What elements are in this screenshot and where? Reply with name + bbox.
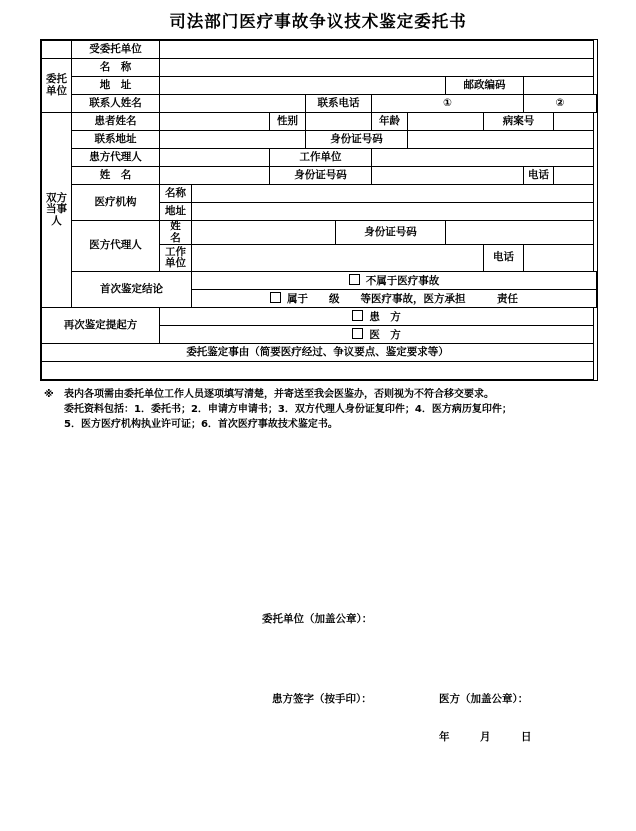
input-patient-agent-phone[interactable] bbox=[554, 167, 594, 185]
footer-notes bbox=[44, 387, 598, 432]
input-patient-id[interactable] bbox=[408, 131, 594, 149]
table-row bbox=[42, 272, 597, 290]
option-reapply-medical[interactable]: 医 方 bbox=[160, 326, 594, 344]
page-title: 司法部门医疗事故争议技术鉴定委托书 bbox=[169, 12, 467, 31]
label-medical-agent-work: 工作单位 bbox=[160, 245, 192, 272]
label-contact-phone: 联系电话 bbox=[306, 95, 372, 113]
label-medical-agent-phone: 电话 bbox=[484, 245, 524, 272]
table-row bbox=[42, 113, 597, 131]
table-row bbox=[42, 131, 597, 149]
checkbox-icon[interactable] bbox=[352, 310, 363, 321]
table-row bbox=[42, 59, 597, 77]
label-reason-header: 委托鉴定事由（简要医疗经过、争议要点、鉴定要求等） bbox=[42, 344, 594, 362]
label-patient-gender: 性别 bbox=[270, 113, 306, 131]
input-patient-agent[interactable] bbox=[160, 149, 270, 167]
input-contact-phone-1[interactable]: ① bbox=[372, 95, 524, 113]
input-patient-agent-name[interactable] bbox=[160, 167, 270, 185]
label-medical-org: 医疗机构 bbox=[72, 185, 160, 221]
input-medical-agent-work[interactable] bbox=[192, 245, 484, 272]
option-is-malpractice[interactable]: 属于 级 等医疗事故，医方承担 责任 bbox=[192, 290, 597, 308]
side-label-parties: 双方当事人 bbox=[42, 113, 72, 308]
input-medical-agent-name[interactable] bbox=[192, 221, 336, 245]
checkbox-icon[interactable] bbox=[270, 292, 281, 303]
input-patient-agent-work[interactable] bbox=[372, 149, 594, 167]
signature-entrust-unit: 委托单位（加盖公章）： bbox=[262, 613, 373, 626]
label-patient-agent-id: 身份证号码 bbox=[270, 167, 372, 185]
table-row bbox=[42, 221, 597, 245]
input-unit-name[interactable] bbox=[160, 59, 594, 77]
input-patient-address[interactable] bbox=[160, 131, 306, 149]
table-row bbox=[42, 185, 597, 203]
label-medical-org-name: 名称 bbox=[160, 185, 192, 203]
label-patient-agent: 患方代理人 bbox=[72, 149, 160, 167]
signature-patient: 患方签字（按手印）： bbox=[272, 693, 372, 706]
label-patient-age: 年龄 bbox=[372, 113, 408, 131]
footer-line-2: 委托资料包括：1．委托书；2．申请方申请书；3．双方代理人身份证复印件；4．医方病历复印件； bbox=[64, 404, 512, 416]
input-medical-agent-phone[interactable] bbox=[524, 245, 594, 272]
table-row bbox=[42, 308, 597, 326]
input-medical-agent-id[interactable] bbox=[446, 221, 594, 245]
table-row bbox=[42, 77, 597, 95]
input-medical-org-address[interactable] bbox=[192, 203, 594, 221]
checkbox-icon[interactable] bbox=[349, 274, 360, 285]
label-medical-agent-id: 身份证号码 bbox=[336, 221, 446, 245]
table-row bbox=[42, 362, 597, 380]
label-reapply-party: 再次鉴定提起方 bbox=[42, 308, 160, 344]
label-unit-address: 地 址 bbox=[72, 77, 160, 95]
label-patient-address: 联系地址 bbox=[72, 131, 160, 149]
label-medical-agent: 医方代理人 bbox=[72, 221, 160, 272]
label-patient-id: 身份证号码 bbox=[306, 131, 408, 149]
label-case-no: 病案号 bbox=[484, 113, 554, 131]
label-first-conclusion: 首次鉴定结论 bbox=[72, 272, 192, 308]
input-contact-phone-2[interactable]: ② bbox=[524, 95, 597, 113]
input-unit-address[interactable] bbox=[160, 77, 446, 95]
label-patient-agent-work: 工作单位 bbox=[270, 149, 372, 167]
footer-line-3: 5．医方医疗机构执业许可证；6．首次医疗事故技术鉴定书。 bbox=[64, 419, 338, 431]
input-case-no[interactable] bbox=[554, 113, 594, 131]
signature-medical: 医方（加盖公章）： bbox=[439, 693, 529, 706]
input-medical-org-name[interactable] bbox=[192, 185, 594, 203]
label-unit-name: 名 称 bbox=[72, 59, 160, 77]
label-patient-agent-phone: 电话 bbox=[524, 167, 554, 185]
label-postcode: 邮政编码 bbox=[446, 77, 524, 95]
label-medical-agent-name: 姓 名 bbox=[160, 221, 192, 245]
checkbox-icon[interactable] bbox=[352, 328, 363, 339]
label-patient-agent-name: 姓 名 bbox=[72, 167, 160, 185]
side-label-entrust-unit: 委托单位 bbox=[42, 59, 72, 113]
option-not-malpractice[interactable]: 不属于医疗事故 bbox=[192, 272, 597, 290]
option-reapply-patient[interactable]: 患 方 bbox=[160, 308, 594, 326]
table-row bbox=[42, 167, 597, 185]
label-medical-org-address: 地址 bbox=[160, 203, 192, 221]
asterisk-icon: ※ bbox=[44, 389, 54, 401]
input-contact-name[interactable] bbox=[160, 95, 306, 113]
input-patient-age[interactable] bbox=[408, 113, 484, 131]
input-patient-agent-id[interactable] bbox=[372, 167, 524, 185]
input-patient-name[interactable] bbox=[160, 113, 270, 131]
signature-date: 年 月 日 bbox=[439, 731, 542, 744]
label-contact-name: 联系人姓名 bbox=[72, 95, 160, 113]
spacer-cell bbox=[42, 41, 72, 59]
document-page bbox=[0, 8, 636, 831]
input-patient-gender[interactable] bbox=[306, 113, 372, 131]
table-row bbox=[42, 95, 597, 113]
label-receiving-unit: 受委托单位 bbox=[72, 41, 160, 59]
footer-line-1: 表内各项需由委托单位工作人员逐项填写清楚，并寄送至我会医鉴办，否则视为不符合移交要求。 bbox=[64, 389, 494, 401]
input-receiving-unit[interactable] bbox=[160, 41, 594, 59]
table-row bbox=[42, 344, 597, 362]
table-row bbox=[42, 41, 597, 59]
input-postcode[interactable] bbox=[524, 77, 594, 95]
label-patient-name: 患者姓名 bbox=[72, 113, 160, 131]
table-row bbox=[42, 149, 597, 167]
